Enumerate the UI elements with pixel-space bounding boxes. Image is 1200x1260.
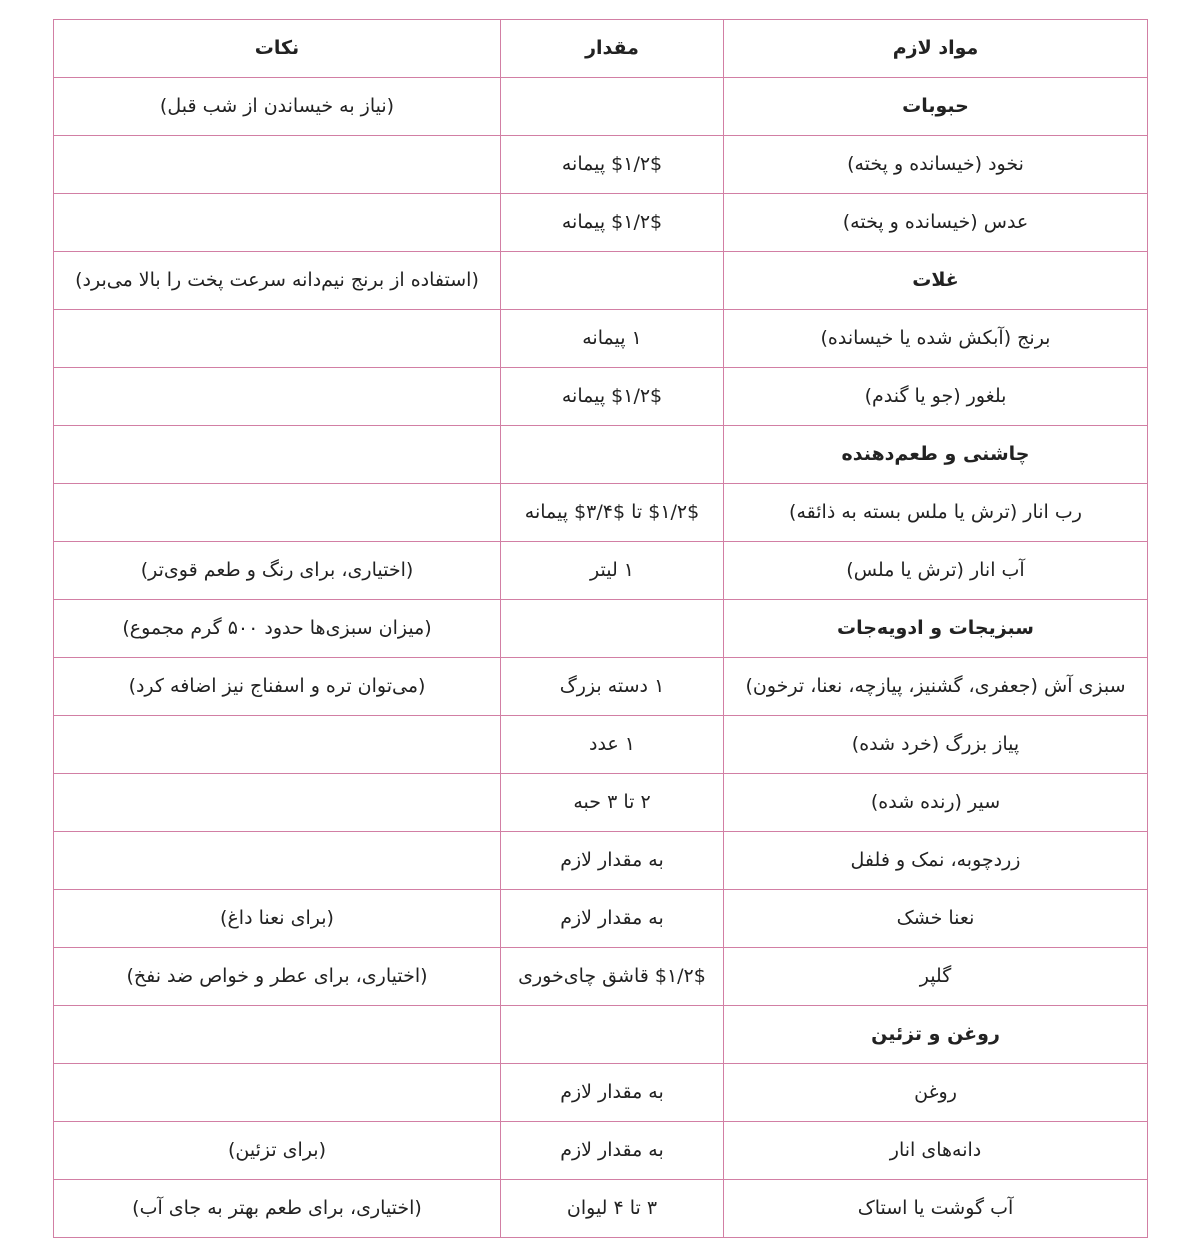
note-cell: (اختیاری، برای طعم بهتر به جای آب) xyxy=(54,1180,501,1238)
note-cell xyxy=(54,136,501,194)
note-cell: (می‌توان تره و اسفناج نیز اضافه کرد) xyxy=(54,658,501,716)
amount-cell: ۱ عدد xyxy=(501,716,724,774)
table-section-row xyxy=(54,1006,1148,1064)
amount-cell: ۳ تا ۴ لیوان xyxy=(501,1180,724,1238)
table-row xyxy=(54,774,1148,832)
ingredient-cell: نعنا خشک xyxy=(724,890,1148,948)
ingredient-cell: آب گوشت یا استاک xyxy=(724,1180,1148,1238)
table-row xyxy=(54,136,1148,194)
note-cell xyxy=(54,194,501,252)
ingredient-cell: سیر (رنده شده) xyxy=(724,774,1148,832)
note-cell xyxy=(54,832,501,890)
note-cell xyxy=(54,368,501,426)
table-section-row xyxy=(54,252,1148,310)
ingredient-cell: حبوبات xyxy=(724,78,1148,136)
table-row xyxy=(54,1180,1148,1238)
header-ingredient: مواد لازم xyxy=(724,20,1148,78)
ingredient-cell: آب انار (ترش یا ملس) xyxy=(724,542,1148,600)
ingredient-cell: عدس (خیسانده و پخته) xyxy=(724,194,1148,252)
table-header-row xyxy=(54,20,1148,78)
table-row xyxy=(54,542,1148,600)
ingredient-cell: زردچوبه، نمک و فلفل xyxy=(724,832,1148,890)
ingredient-cell: سبزی آش (جعفری، گشنیز، پیازچه، نعنا، ترخون) xyxy=(724,658,1148,716)
note-cell xyxy=(54,1006,501,1064)
header-amount: مقدار xyxy=(501,20,724,78)
ingredient-cell: گلپر xyxy=(724,948,1148,1006)
ingredient-cell: دانه‌های انار xyxy=(724,1122,1148,1180)
ingredient-cell: پیاز بزرگ (خرد شده) xyxy=(724,716,1148,774)
ingredients-table-container xyxy=(53,19,1147,1238)
note-cell xyxy=(54,774,501,832)
note-cell: (اختیاری، برای رنگ و طعم قوی‌تر) xyxy=(54,542,501,600)
note-cell: (برای تزئین) xyxy=(54,1122,501,1180)
note-cell xyxy=(54,484,501,542)
table-row xyxy=(54,1064,1148,1122)
ingredient-cell: بلغور (جو یا گندم) xyxy=(724,368,1148,426)
amount-cell: $۱/۲$ پیمانه xyxy=(501,194,724,252)
amount-cell: $۱/۲$ پیمانه xyxy=(501,136,724,194)
table-body xyxy=(54,78,1148,1238)
amount-cell xyxy=(501,252,724,310)
note-cell xyxy=(54,426,501,484)
ingredient-cell: برنج (آبکش شده یا خیسانده) xyxy=(724,310,1148,368)
ingredient-cell: سبزیجات و ادویه‌جات xyxy=(724,600,1148,658)
amount-cell xyxy=(501,426,724,484)
amount-cell: $۱/۲$ تا $۳/۴$ پیمانه xyxy=(501,484,724,542)
amount-cell xyxy=(501,600,724,658)
amount-cell: ۱ پیمانه xyxy=(501,310,724,368)
table-row xyxy=(54,890,1148,948)
header-note: نکات xyxy=(54,20,501,78)
ingredient-cell: روغن xyxy=(724,1064,1148,1122)
amount-cell: ۱ لیتر xyxy=(501,542,724,600)
table-section-row xyxy=(54,600,1148,658)
ingredient-cell: رب انار (ترش یا ملس بسته به ذائقه) xyxy=(724,484,1148,542)
amount-cell: $۱/۲$ قاشق چای‌خوری xyxy=(501,948,724,1006)
table-row xyxy=(54,484,1148,542)
ingredient-cell: چاشنی و طعم‌دهنده xyxy=(724,426,1148,484)
table-row xyxy=(54,194,1148,252)
ingredients-table xyxy=(53,19,1148,1238)
amount-cell xyxy=(501,78,724,136)
table-row xyxy=(54,716,1148,774)
ingredient-cell: غلات xyxy=(724,252,1148,310)
table-row xyxy=(54,1122,1148,1180)
note-cell: (اختیاری، برای عطر و خواص ضد نفخ) xyxy=(54,948,501,1006)
amount-cell: به مقدار لازم xyxy=(501,1064,724,1122)
note-cell: (برای نعنا داغ) xyxy=(54,890,501,948)
table-row xyxy=(54,368,1148,426)
table-row xyxy=(54,310,1148,368)
note-cell xyxy=(54,1064,501,1122)
note-cell: (استفاده از برنج نیم‌دانه سرعت پخت را بالا می‌برد) xyxy=(54,252,501,310)
note-cell xyxy=(54,310,501,368)
note-cell: (نیاز به خیساندن از شب قبل) xyxy=(54,78,501,136)
table-row xyxy=(54,832,1148,890)
amount-cell: به مقدار لازم xyxy=(501,890,724,948)
amount-cell: ۲ تا ۳ حبه xyxy=(501,774,724,832)
table-section-row xyxy=(54,78,1148,136)
amount-cell: $۱/۲$ پیمانه xyxy=(501,368,724,426)
note-cell xyxy=(54,716,501,774)
amount-cell: به مقدار لازم xyxy=(501,1122,724,1180)
note-cell: (میزان سبزی‌ها حدود ۵۰۰ گرم مجموع) xyxy=(54,600,501,658)
table-row xyxy=(54,658,1148,716)
table-section-row xyxy=(54,426,1148,484)
amount-cell xyxy=(501,1006,724,1064)
amount-cell: به مقدار لازم xyxy=(501,832,724,890)
ingredient-cell: نخود (خیسانده و پخته) xyxy=(724,136,1148,194)
ingredient-cell: روغن و تزئین xyxy=(724,1006,1148,1064)
table-row xyxy=(54,948,1148,1006)
amount-cell: ۱ دسته بزرگ xyxy=(501,658,724,716)
